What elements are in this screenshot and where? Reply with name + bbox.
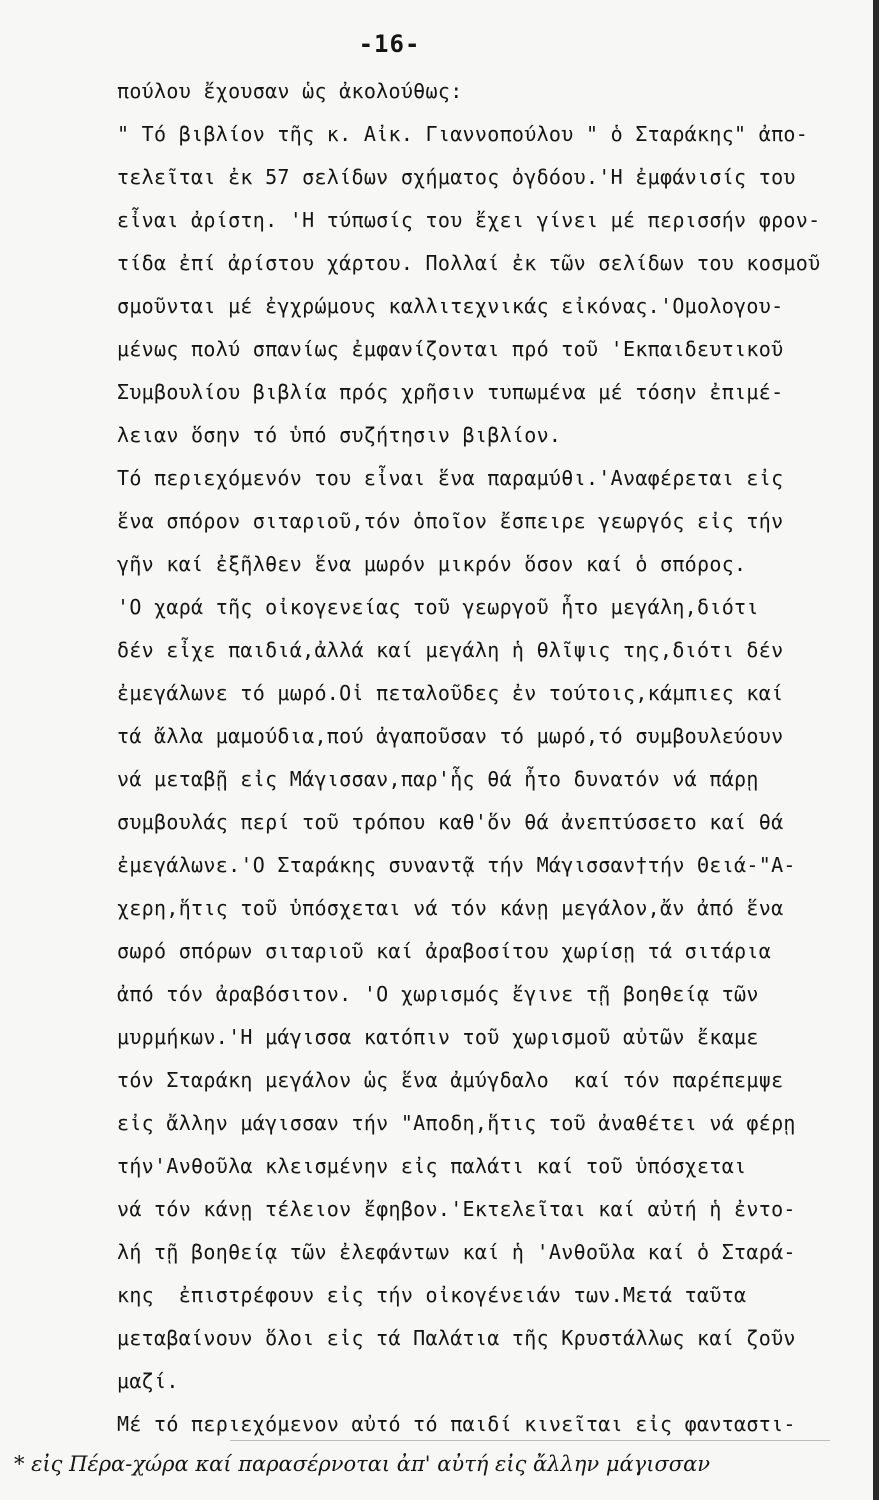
text-line: ἐμεγάλωνε τό μωρό.Οἱ πεταλοῦδες ἐν τούτοις,κάμπιες καί [117,681,784,705]
text-line: πούλου ἔχουσαν ὡς ἀκολούθως: [117,79,463,103]
text-line: " Τό βιβλίον τῆς κ. Αἰκ. Γιαννοπούλου " ὁ Σταράκης" ἀπο- [117,122,809,146]
text-line: 'Ο χαρά τῆς οἰκογενείας τοῦ γεωργοῦ ἦτο μεγάλη,διότι [117,595,759,619]
text-line: κης ἐπιστρέφουν εἰς τήν οἰκογένειάν των.Μετά ταῦτα [117,1283,747,1307]
text-line: ἕνα σπόρον σιταριοῦ,τόν ὁποῖον ἔσπειρε γεωργός εἰς τήν [117,509,784,533]
text-line: μεταβαίνουν ὅλοι εἰς τά Παλάτια τῆς Κρυστάλλως καί ζοῦν [117,1326,796,1350]
text-line: Μέ τό περιεχόμενον αὐτό τό παιδί κινεῖται εἰς φανταστι- [117,1412,796,1436]
text-line: λή τῇ βοηθείᾳ τῶν ἐλεφάντων καί ἡ 'Ανθοῦλα καί ὁ Σταρά- [117,1240,796,1264]
text-line: σωρό σπόρων σιταριοῦ καί ἀραβοσίτου χωρίσῃ τά σιτάρια [117,939,772,963]
text-line: μαζί. [117,1369,179,1393]
text-line: μένως πολύ σπανίως ἐμφανίζονται πρό τοῦ 'Εκπαιδευτικοῦ [117,337,784,361]
typed-body-text [117,70,847,1446]
text-line: Τό περιεχόμενόν του εἶναι ἕνα παραμύθι.'Αναφέρεται εἰς [117,466,784,490]
text-line: Συμβουλίου βιβλία πρός χρῆσιν τυπωμένα μέ τόσην ἐπιμέ- [117,380,784,404]
text-line: τόν Σταράκη μεγάλον ὡς ἕνα ἀμύγδαλο καί τόν παρέπεμψε [117,1068,784,1092]
text-line: ἀπό τόν ἀραβόσιτον. 'Ο χωρισμός ἔγινε τῇ βοηθείᾳ τῶν [117,982,759,1006]
text-line: δέν εἶχε παιδιά,ἀλλά καί μεγάλη ἡ θλῖψις της,διότι δέν [117,638,784,662]
text-line: τήν'Ανθοῦλα κλεισμένην εἰς παλάτι καί τοῦ ὑπόσχεται [117,1154,747,1178]
text-line: τά ἄλλα μαμούδια,πού ἀγαποῦσαν τό μωρό,τό συμβουλεύουν [117,724,784,748]
text-line: νά μεταβῇ εἰς Μάγισσαν,παρ'ἧς θά ἦτο δυνατόν νά πάρῃ [117,767,759,791]
page-edge [873,0,879,1500]
text-line: ἐμεγάλωνε.'Ο Σταράκης συναντᾷ τήν Μάγισσαν†τήν Θειά-"Α- [117,853,796,877]
handwritten-footnote: * εἰς Πέρα-χώρα καί παρασέρνοται ἀπ' αὐτή εἰς ἄλλην μάγισσαν [14,1452,711,1476]
page-number: -16- [358,30,421,58]
text-line: εἶναι ἀρίστη. 'Η τύπωσίς του ἔχει γίνει μέ περισσήν φρον- [117,208,821,232]
footnote-divider [230,1440,830,1441]
text-line: τελεῖται ἐκ 57 σελίδων σχήματος ὀγδόου.'Η ἐμφάνισίς του [117,165,796,189]
text-line: νά τόν κάνῃ τέλειον ἔφηβον.'Εκτελεῖται καί αὐτή ἡ ἐντο- [117,1197,796,1221]
text-line: γῆν καί ἐξῆλθεν ἕνα μωρόν μικρόν ὅσον καί ὁ σπόρος. [117,552,747,576]
text-line: λειαν ὅσην τό ὑπό συζήτησιν βιβλίον. [117,423,562,447]
text-line: σμοῦνται μέ ἐγχρώμους καλλιτεχνικάς εἰκόνας.'Ομολογου- [117,294,784,318]
text-line: εἰς ἄλλην μάγισσαν τήν "Αποδη,ἥτις τοῦ ἀναθέτει νά φέρῃ [117,1111,796,1135]
text-line: χερη,ἥτις τοῦ ὑπόσχεται νά τόν κάνῃ μεγάλον,ἄν ἀπό ἕνα [117,896,784,920]
text-line: συμβουλάς περί τοῦ τρόπου καθ'ὅν θά ἀνεπτύσσετο καί θά [117,810,784,834]
text-line: τίδα ἐπί ἀρίστου χάρτου. Πολλαί ἐκ τῶν σελίδων του κοσμοῦ [117,251,821,275]
text-line: μυρμήκων.'Η μάγισσα κατόπιν τοῦ χωρισμοῦ αὐτῶν ἔκαμε [117,1025,759,1049]
